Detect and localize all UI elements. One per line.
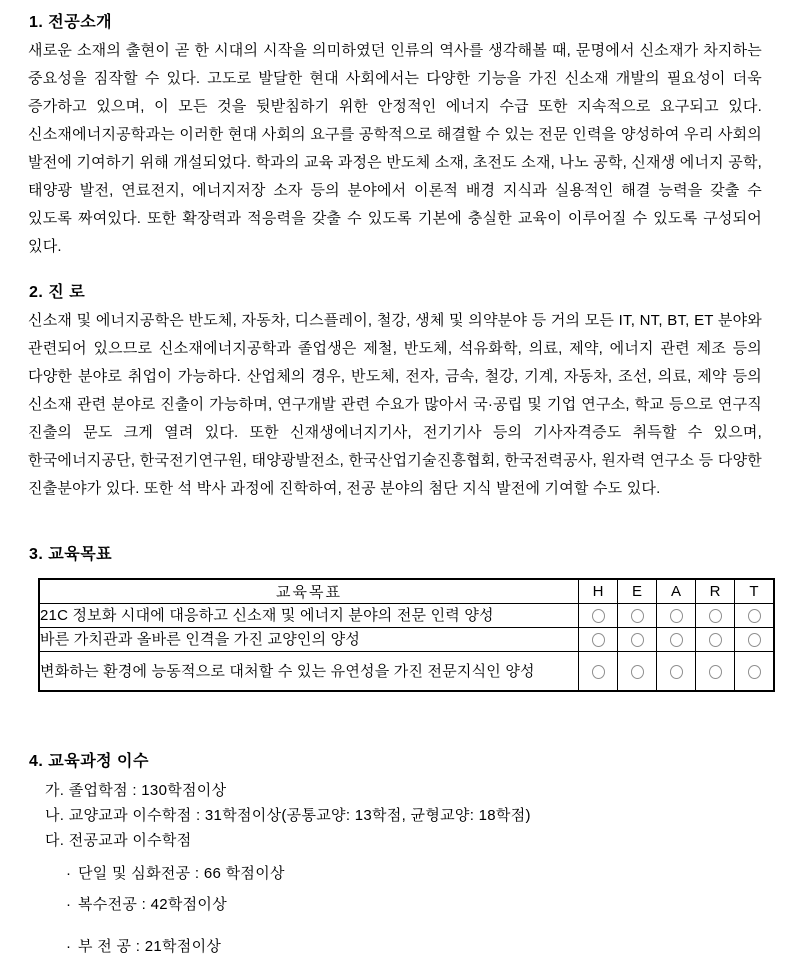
credit-requirements-list <box>28 778 762 957</box>
list-item-liberal-arts-credits: 나. 교양교과 이수학점 : 31학점이상(공통교양: 13학점, 균형교양: 18학점) <box>45 807 531 824</box>
goal-text: 21C 정보화 시대에 대응하고 신소재 및 에너지 분야의 전문 인력 양성 <box>39 604 579 628</box>
column-header-t: T <box>735 579 775 604</box>
column-header-r: R <box>696 579 735 604</box>
circle-mark-icon <box>631 609 644 623</box>
section-curriculum-completion <box>28 752 762 957</box>
bullet-dot-icon: · <box>66 896 72 913</box>
mark-cell <box>735 628 775 652</box>
column-header-e: E <box>618 579 657 604</box>
mark-cell <box>657 604 696 628</box>
mark-cell <box>735 604 775 628</box>
mark-cell <box>696 604 735 628</box>
circle-mark-icon <box>709 609 722 623</box>
mark-cell <box>696 652 735 692</box>
bullet-dot-icon: · <box>66 865 72 882</box>
mark-cell <box>657 652 696 692</box>
educational-goals-table <box>38 578 775 692</box>
mark-cell <box>579 628 618 652</box>
list-subitem-minor <box>66 936 762 957</box>
goal-text: 변화하는 환경에 능동적으로 대처할 수 있는 유연성을 가진 전문지식인 양성 <box>39 652 579 692</box>
table-row <box>39 604 774 628</box>
mark-cell <box>618 652 657 692</box>
column-header-a: A <box>657 579 696 604</box>
circle-mark-icon <box>670 633 683 647</box>
circle-mark-icon <box>748 633 761 647</box>
mark-cell <box>579 652 618 692</box>
list-item-graduation-credits: 가. 졸업학점 : 130학점이상 <box>45 782 227 799</box>
subitem-text: 부 전 공 : 21학점이상 <box>78 938 222 955</box>
column-header-h: H <box>579 579 618 604</box>
section-major-introduction <box>28 13 762 261</box>
section3-heading: 3. 교육목표 <box>29 546 113 563</box>
mark-cell <box>618 628 657 652</box>
circle-mark-icon <box>631 665 644 679</box>
bullet-dot-icon: · <box>66 938 72 955</box>
table-row <box>39 628 774 652</box>
circle-mark-icon <box>592 633 605 647</box>
mark-cell <box>657 628 696 652</box>
section4-heading: 4. 교육과정 이수 <box>29 753 149 770</box>
table-row <box>39 652 774 692</box>
circle-mark-icon <box>748 665 761 679</box>
section2-heading: 2. 진 로 <box>29 284 86 301</box>
mark-cell <box>618 604 657 628</box>
circle-mark-icon <box>748 609 761 623</box>
list-subitem-single-intensive-major <box>66 863 762 884</box>
circle-mark-icon <box>631 633 644 647</box>
section2-paragraph: 신소재 및 에너지공학은 반도체, 자동차, 디스플레이, 철강, 생체 및 의약분야 등 거의 모든 IT, NT, BT, ET 분야와 관련되어 있으므로 신소재에너지공학과 졸업생은 제철, 반도체, 석유화학, 의료, 제약, 에너지 관련 제조 등의 다양한 분야로 취업이 가능하다. 산업체의 경우, 반도체, 전자, 금속, 철강, 기계, 자동차, 조선, 의료, 제약 등의 신소재 관련 분야로 진출이 가능하며, 연구개발 관련 수요가 많아서 국·공립 및 기업 연구소, 학교 등으로 연구직 진출의 문도 크게 열려 있다. 또한 신재생에너지기사, 전기기사 등의 기사자격증도 취득할 수 있으며, 한국에너지공단, 한국전기연구원, 태양광발전소, 한국산업기술진흥협회, 한국전력공사, 원자력 연구소 등 다양한 진출분야가 있다. 또한 석 박사 과정에 진학하여, 전공 분야의 첨단 지식 발전에 기여할 수도 있다. <box>28 312 762 497</box>
subitem-text: 복수전공 : 42학점이상 <box>78 896 228 913</box>
section1-heading: 1. 전공소개 <box>29 14 113 31</box>
goal-column-header: 교육목표 <box>39 579 579 604</box>
circle-mark-icon <box>592 665 605 679</box>
mark-cell <box>735 652 775 692</box>
list-item-major-credits: 다. 전공교과 이수학점 <box>45 832 192 849</box>
circle-mark-icon <box>709 633 722 647</box>
circle-mark-icon <box>592 609 605 623</box>
section-educational-goals <box>28 545 762 692</box>
list-subitem-double-major <box>66 894 762 915</box>
section1-paragraph: 새로운 소재의 출현이 곧 한 시대의 시작을 의미하였던 인류의 역사를 생각해볼 때, 문명에서 신소재가 차지하는 중요성을 짐작할 수 있다. 고도로 발달한 현대 사회에서는 다양한 기능을 가진 신소재 개발의 필요성이 더욱 증가하고 있으며, 이 모든 것을 뒷받침하기 위한 안정적인 에너지 수급 또한 지속적으로 요구되고 있다. 신소재에너지공학과는 이러한 현대 사회의 요구를 공학적으로 해결할 수 있는 전문 인력을 양성하여 우리 사회의 발전에 기여하기 위해 개설되었다. 학과의 교육 과정은 반도체 소재, 초전도 소재, 나노 공학, 신재생 에너지 공학, 태양광 발전, 연료전지, 에너지저장 소자 등의 분야에서 이론적 배경 지식과 실용적인 해결 능력을 갖출 수 있도록 짜여있다. 또한 확장력과 적응력을 갖출 수 있도록 기본에 충실한 교육이 이루어질 수 있도록 구성되어 있다. <box>28 42 762 255</box>
table-header-row <box>39 579 774 604</box>
subitem-text: 단일 및 심화전공 : 66 학점이상 <box>78 865 285 882</box>
circle-mark-icon <box>709 665 722 679</box>
mark-cell <box>696 628 735 652</box>
section-career-path <box>28 283 762 503</box>
mark-cell <box>579 604 618 628</box>
goal-text: 바른 가치관과 올바른 인격을 가진 교양인의 양성 <box>39 628 579 652</box>
circle-mark-icon <box>670 665 683 679</box>
circle-mark-icon <box>670 609 683 623</box>
